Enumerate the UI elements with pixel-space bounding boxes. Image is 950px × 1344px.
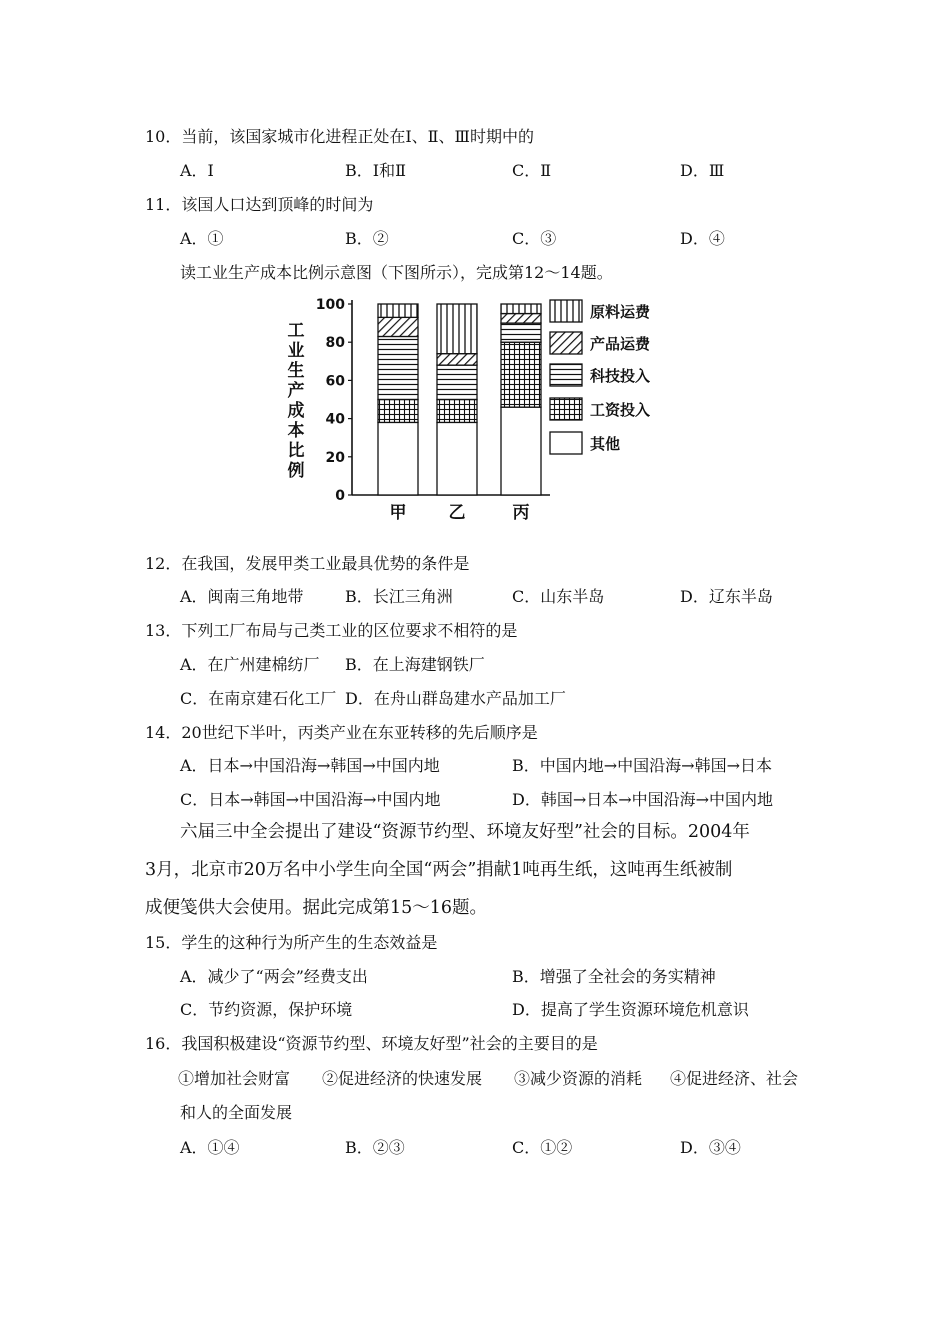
bar-segment: [501, 304, 541, 314]
y-label-char: 本: [287, 421, 305, 441]
y-tick-label: 60: [325, 373, 345, 390]
bar-segment: [437, 400, 477, 423]
bar-segment: [437, 365, 477, 399]
option-c: C．山东半岛: [512, 587, 605, 606]
bar-segment: [437, 354, 477, 365]
legend-swatch: [550, 300, 582, 322]
option-b: B．在上海建钢铁厂: [345, 655, 485, 674]
x-tick-label: 甲: [389, 503, 407, 523]
option-b: B．增强了全社会的务实精神: [512, 967, 716, 986]
y-label-char: 业: [287, 341, 305, 361]
bar-segment: [378, 422, 418, 495]
option-c: C．①②: [512, 1138, 573, 1157]
y-label-char: 产: [287, 381, 305, 401]
y-tick-label: 100: [315, 297, 345, 313]
option-a: A．Ⅰ: [180, 161, 214, 180]
question-13-stem: 13．下列工厂布局与己类工业的区位要求不相符的是: [145, 621, 518, 640]
y-tick-label: 40: [325, 411, 345, 428]
y-label-char: 成: [287, 401, 305, 421]
question-16-stem: 16．我国积极建设“资源节约型、环境友好型”社会的主要目的是: [145, 1034, 598, 1053]
option-b: B．长江三角洲: [345, 587, 453, 606]
y-tick-label: 80: [325, 335, 345, 352]
bar-segment: [501, 342, 541, 407]
option-d: D．Ⅲ: [680, 161, 725, 180]
legend-swatch: [550, 398, 582, 420]
legend-label: 其他: [590, 435, 621, 453]
item-1: ①增加社会财富: [178, 1069, 291, 1088]
option-d: D．在舟山群岛建水产品加工厂: [345, 689, 566, 708]
y-tick-label: 0: [335, 488, 345, 504]
option-c: C．Ⅱ: [512, 161, 552, 180]
option-d: D．韩国→日本→中国沿海→中国内地: [512, 790, 774, 809]
passage-line-1: 六届三中全会提出了建设“资源节约型、环境友好型”社会的目标。2004年: [180, 822, 750, 842]
question-14-stem: 14．20世纪下半叶，丙类产业在东亚转移的先后顺序是: [145, 723, 538, 742]
legend-swatch: [550, 432, 582, 454]
option-a: A．减少了“两会”经费支出: [180, 967, 368, 986]
chart-legend: [550, 300, 651, 454]
passage-line-3: 成便笺供大会使用。据此完成第15～16题。: [145, 898, 488, 918]
y-axis-label: [288, 321, 305, 481]
bar-segment: [501, 407, 541, 495]
bar-segment: [437, 422, 477, 495]
y-label-char: 工: [287, 321, 305, 341]
option-c: C．节约资源，保护环境: [180, 1000, 353, 1019]
item-4: ④促进经济、社会: [670, 1069, 799, 1088]
bar-segment: [378, 400, 418, 423]
bar-segment: [437, 304, 477, 354]
option-d: D．辽东半岛: [680, 587, 773, 606]
option-b: B．中国内地→中国沿海→韩国→日本: [512, 756, 772, 775]
y-label-char: 例: [287, 461, 305, 481]
bar-segment: [501, 323, 541, 342]
option-a: A．①: [180, 229, 224, 248]
x-tick-label: 丙: [512, 503, 530, 523]
option-a: A．日本→中国沿海→韩国→中国内地: [180, 756, 440, 775]
question-10-stem: 10．当前，该国家城市化进程正处在Ⅰ、Ⅱ、Ⅲ时期中的: [145, 127, 534, 146]
option-c: C．③: [512, 229, 557, 248]
passage-line-2: 3月，北京市20万名中小学生向全国“两会”捐献1吨再生纸，这吨再生纸被制: [145, 860, 733, 880]
option-c: C．在南京建石化工厂: [180, 689, 337, 708]
question-12-stem: 12．在我国，发展甲类工业最具优势的条件是: [145, 554, 470, 573]
option-d: D．④: [680, 229, 725, 248]
option-b: B．②: [345, 229, 389, 248]
option-a: A．在广州建棉纺厂: [180, 655, 320, 674]
item-3: ③减少资源的消耗: [514, 1069, 643, 1088]
bar-segment: [378, 317, 418, 336]
option-c: C．日本→韩国→中国沿海→中国内地: [180, 790, 441, 809]
option-d: D．提高了学生资源环境危机意识: [512, 1000, 749, 1019]
legend-label: 产品运费: [590, 335, 651, 353]
bar-segment: [378, 336, 418, 399]
legend-label: 原料运费: [590, 303, 651, 321]
y-label-char: 比: [287, 441, 305, 461]
bar-segment: [378, 304, 418, 317]
question-11-stem: 11．该国人口达到顶峰的时间为: [145, 195, 374, 214]
option-b: B．②③: [345, 1138, 405, 1157]
cost-ratio-chart: [282, 292, 682, 532]
option-a: A．①④: [180, 1138, 240, 1157]
x-tick-label: 乙: [448, 503, 466, 523]
legend-swatch: [550, 332, 582, 354]
option-a: A．闽南三角地带: [180, 587, 304, 606]
legend-swatch: [550, 364, 582, 386]
question-16-items-cont: 和人的全面发展: [180, 1103, 293, 1122]
x-tick-labels: [390, 503, 530, 523]
bar-segment: [501, 314, 541, 324]
option-d: D．③④: [680, 1138, 741, 1157]
intro-12-14: 读工业生产成本比例示意图（下图所示），完成第12～14题。: [180, 263, 613, 282]
option-b: B．Ⅰ和Ⅱ: [345, 161, 406, 180]
legend-label: 工资投入: [590, 401, 651, 419]
y-tick-label: 20: [325, 449, 345, 466]
y-label-char: 生: [287, 361, 305, 381]
legend-label: 科技投入: [590, 367, 651, 385]
item-2: ②促进经济的快速发展: [322, 1069, 483, 1088]
chart-bars: [378, 304, 541, 495]
question-15-stem: 15．学生的这种行为所产生的生态效益是: [145, 933, 438, 952]
